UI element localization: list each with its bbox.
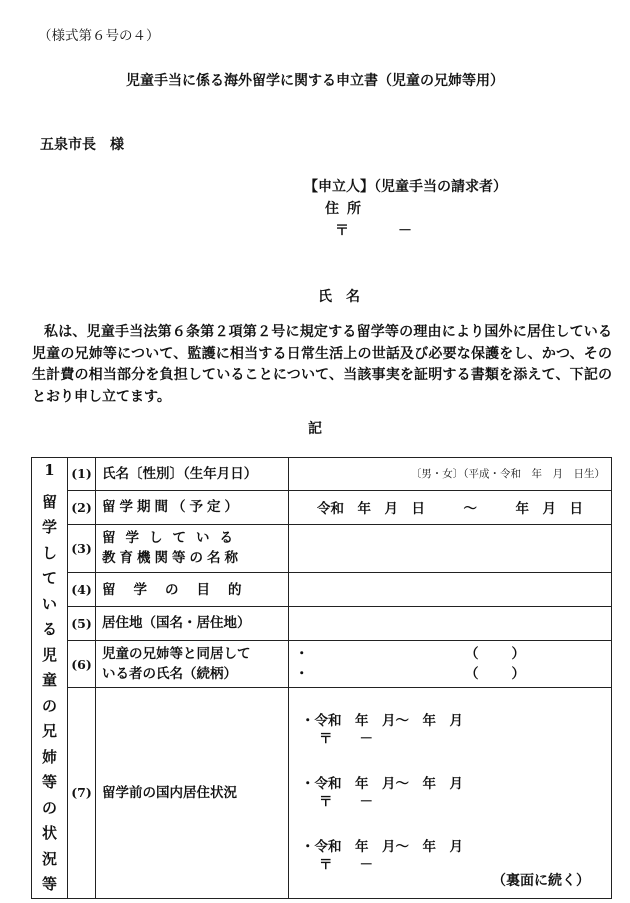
row-number: (4) (68, 573, 96, 607)
section-label-char: の (41, 696, 57, 715)
table-row (32, 640, 612, 687)
section-label-char: 等 (41, 875, 57, 893)
section-label-char: 状 (41, 824, 57, 842)
section-label-char: て (41, 569, 57, 587)
addressee: 五泉市長 様 (40, 137, 124, 153)
row-number: (3) (68, 524, 96, 572)
prior-period-2: ・令和 年 月～ 年 月 (301, 775, 463, 792)
section-label-char: 姉 (41, 747, 57, 766)
section-label-char: 児 (41, 645, 57, 664)
prior-residence-field[interactable] (289, 688, 612, 898)
applicant-heading: 【申立人】（児童手当の請求者） (304, 179, 507, 195)
institution-label (96, 524, 289, 572)
institution-label-line1: 留学している (102, 530, 243, 547)
name-gender-birth-field[interactable] (289, 458, 612, 491)
section-label-char: 童 (41, 671, 57, 689)
prior-postal-3: 〒 － (319, 856, 373, 873)
study-period-field[interactable] (289, 490, 612, 524)
form-number: （様式第６号の４） (38, 28, 160, 44)
residence-label: 居住地（国名・居住地） (96, 607, 289, 641)
row-number: (1) (68, 458, 96, 491)
row-number: (7) (68, 688, 96, 898)
cohabitant-field[interactable] (289, 640, 612, 687)
prior-residence-label: 留学前の国内居住状況 (96, 688, 289, 898)
table-row (32, 490, 612, 524)
prior-period-3: ・令和 年 月～ 年 月 (301, 838, 463, 855)
table-row (32, 573, 612, 607)
section-label-char: 兄 (41, 722, 57, 740)
statement-paragraph: 私は、児童手当法第６条第２項第２号に規定する留学等の理由により国外に居住している児童の兄姉等について、監護に相当する日常生活上の世話及び必要な保護をし、かつ、その生計費の相当部分を負担していることについて、当該事実を証明する書類を添えて、下記のとおり申し立てます。 (32, 324, 612, 405)
paren-close: ） (511, 646, 525, 663)
row-number: (5) (68, 607, 96, 641)
section-label-char: 1 (44, 461, 55, 479)
paren-open: （ (465, 666, 479, 683)
section-label-char: 留 (41, 492, 57, 511)
bullet: ・ (295, 646, 309, 663)
cohabitant-label-line1: 児童の兄姉等と同居して (102, 646, 251, 663)
study-period-label: 留学期間（予定） (96, 490, 289, 524)
row-number: (2) (68, 490, 96, 524)
section-label (32, 458, 68, 899)
institution-label-line2: 教育機関等の名称 (102, 550, 242, 567)
cohabitant-label-line2: いる者の氏名（続柄） (102, 666, 237, 683)
gender-birth-hint: 〔男・女〕（平成・令和 年 月 日生） (410, 468, 605, 481)
table-row (32, 458, 612, 491)
postal-mark: 〒 (335, 223, 349, 239)
table-row (32, 607, 612, 641)
section-label-char: の (41, 798, 57, 817)
ki-label: 記 (308, 421, 322, 437)
section-label-char: 況 (41, 849, 57, 868)
address-label: 住所 (325, 201, 369, 217)
period-start: 令和 年 月 日 (317, 501, 425, 518)
paren-open: （ (465, 646, 479, 663)
period-end: 年 月 日 (515, 501, 583, 518)
row-number: (6) (68, 640, 96, 687)
residence-field[interactable] (289, 607, 612, 641)
section-label-char: る (41, 620, 57, 638)
period-tilde: ～ (463, 501, 477, 518)
section-label-char: い (41, 594, 57, 613)
name-gender-birth-label: 氏名〔性別〕（生年月日） (96, 458, 289, 491)
document-title: 児童手当に係る海外留学に関する申立書（児童の兄姉等用） (126, 73, 504, 89)
purpose-label: 留学の目的 (96, 573, 289, 607)
continued-note: （裏面に続く） (492, 873, 590, 889)
purpose-field[interactable] (289, 573, 612, 607)
prior-period-1: ・令和 年 月～ 年 月 (301, 712, 463, 729)
table-row (32, 524, 612, 572)
details-table (31, 457, 612, 899)
table-row (32, 688, 612, 898)
prior-postal-2: 〒 － (319, 793, 373, 810)
paren-close: ） (511, 666, 525, 683)
prior-postal-1: 〒 － (319, 730, 373, 747)
institution-field[interactable] (289, 524, 612, 572)
cohabitant-label (96, 640, 289, 687)
section-label-char: 等 (41, 773, 57, 791)
postal-dash: － (398, 223, 412, 239)
name-label: 氏名 (318, 289, 374, 305)
section-label-char: 学 (41, 518, 57, 536)
section-label-char: し (41, 543, 57, 562)
bullet: ・ (295, 666, 309, 683)
